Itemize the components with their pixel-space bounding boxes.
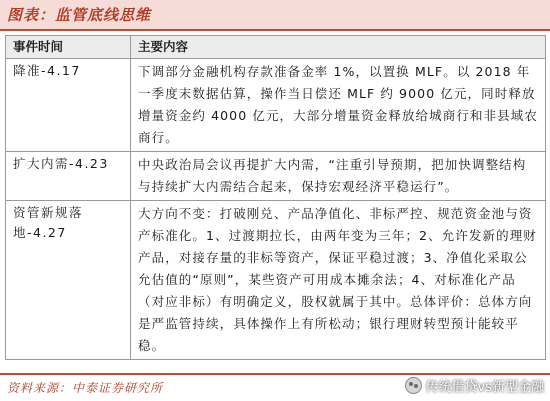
- header-event-time: 事件时间: [6, 36, 131, 59]
- watermark-text: 传统借贷vs新型金融: [425, 380, 544, 395]
- event-cell: 资管新规落地-4.27: [6, 201, 131, 360]
- bottom-divider: [0, 373, 550, 375]
- content-cell: 中央政治局会议再提扩大内需，“注重引导预期，把加快调整结构与持续扩大内需结合起来，保持宏观经济平稳运行”。: [131, 152, 546, 201]
- policy-table: [5, 35, 546, 360]
- table-row: [6, 201, 546, 360]
- watermark: [405, 376, 544, 395]
- content-cell: 下调部分金融机构存款准备金率 1%，以置换 MLF。以 2018 年一季度末数据估算，操作当日偿还 MLF 约 9000 亿元，同时释放增量资金约 4000 亿元，大部分增量资金释放给城商行和非县域农商行。: [131, 59, 546, 152]
- source-note: 资料来源：中泰证券研究所: [7, 381, 164, 395]
- event-cell: 降准-4.17: [6, 59, 131, 152]
- title-divider: [0, 29, 550, 31]
- header-main-content: 主要内容: [131, 36, 546, 59]
- content-cell: 大方向不变：打破刚兑、产品净值化、非标严控、规范资金池与资产标准化。1、过渡期拉长，由两年变为三年；2、允许发新的理财产品，对接存量的非标等资产，保证平稳过渡；3、净值化采取公允估值的“原则”，某些资产可用成本摊余法；4、对标准化产品（对应非标）有明确定义，股权就属于其中。总体评价：总体方向是严监管持续，具体操作上有所松动；银行理财转型预计能较平稳。: [131, 201, 546, 360]
- table-row: [6, 59, 546, 152]
- table-row: [6, 152, 546, 201]
- figure-title: 图表：监管底线思维: [7, 6, 152, 24]
- event-cell: 扩大内需-4.23: [6, 152, 131, 201]
- wechat-icon: [405, 377, 422, 394]
- table-header-row: [6, 36, 546, 59]
- title-bar: [0, 0, 550, 29]
